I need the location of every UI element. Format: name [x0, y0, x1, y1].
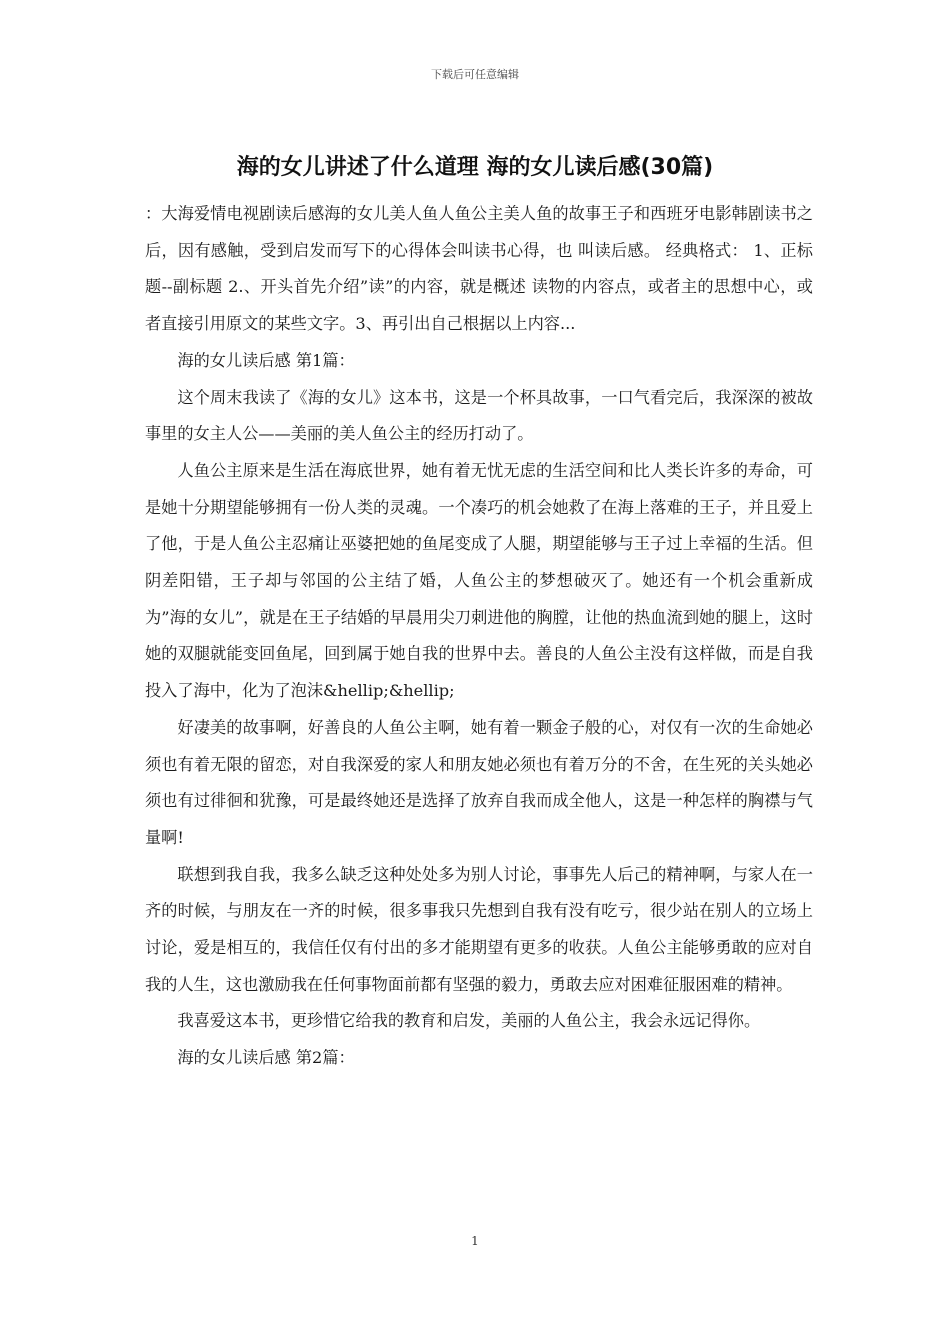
body-paragraph: 人鱼公主原来是生活在海底世界，她有着无忧无虑的生活空间和比人类长许多的寿命，可是她十分期望能够拥有一份人类的灵魂。一个凑巧的机会她救了在海上落难的王子，并且爱上了他，于是人鱼公主忍痛让巫婆把她的鱼尾变成了人腿，期望能够与王子过上幸福的生活。但阴差阳错，王子却与邻国的公主结了婚，人鱼公主的梦想破灭了。她还有一个机会重新成为”海的女儿”，就是在王子结婚的早晨用尖刀刺进他的胸膛，让他的热血流到她的腿上，这时她的双腿就能变回鱼尾，回到属于她自我的世界中去。善良的人鱼公主没有这样做，而是自我投入了海中，化为了泡沫&hellip;&hellip;	[145, 460, 813, 701]
document-body	[145, 196, 813, 1077]
page-header: 下载后可任意编辑	[431, 68, 519, 81]
body-paragraph: 联想到我自我，我多么缺乏这种处处多为别人讨论，事事先人后己的精神啊，与家人在一齐的时候，与朋友在一齐的时候，很多事我只先想到自我有没有吃亏，很少站在别人的立场上讨论，爱是相互的，我信任仅有付出的多才能期望有更多的收获。人鱼公主能够勇敢的应对自我的人生，这也激励我在任何事物面前都有坚强的毅力，勇敢去应对困难征服困难的精神。	[145, 864, 813, 994]
page-number: 1	[471, 1234, 479, 1248]
body-paragraph: 我喜爱这本书，更珍惜它给我的教育和启发，美丽的人鱼公主，我会永远记得你。	[177, 1011, 761, 1031]
intro-paragraph: ：大海爱情电视剧读后感海的女儿美人鱼人鱼公主美人鱼的故事王子和西班牙电影韩剧读书之后，因有感触，受到启发而写下的心得体会叫读书心得，也 叫读后感。 经典格式： 1、正标题--副标题 2.、开头首先介绍”读”的内容，就是概述 读物的内容点，或者主的思想中心，或者直接引用原文的某些文字。3、再引出自己根据以上内容...	[145, 204, 813, 334]
document-title: 海的女儿讲述了什么道理 海的女儿读后感(30篇)	[236, 155, 714, 180]
body-paragraph: 这个周末我读了《海的女儿》这本书，这是一个杯具故事，一口气看完后，我深深的被故事里的女主人公——美丽的美人鱼公主的经历打动了。	[145, 387, 813, 444]
body-paragraph: 好凄美的故事啊，好善良的人鱼公主啊，她有着一颗金子般的心，对仅有一次的生命她必须也有着无限的留恋，对自我深爱的家人和朋友她必须也有着万分的不舍，在生死的关头她必须也有过徘徊和犹豫，可是最终她还是选择了放弃自我而成全他人，这是一种怎样的胸襟与气量啊!	[145, 717, 813, 847]
section-heading: 海的女儿读后感 第2篇：	[177, 1048, 355, 1068]
section-heading: 海的女儿读后感 第1篇：	[177, 350, 355, 370]
